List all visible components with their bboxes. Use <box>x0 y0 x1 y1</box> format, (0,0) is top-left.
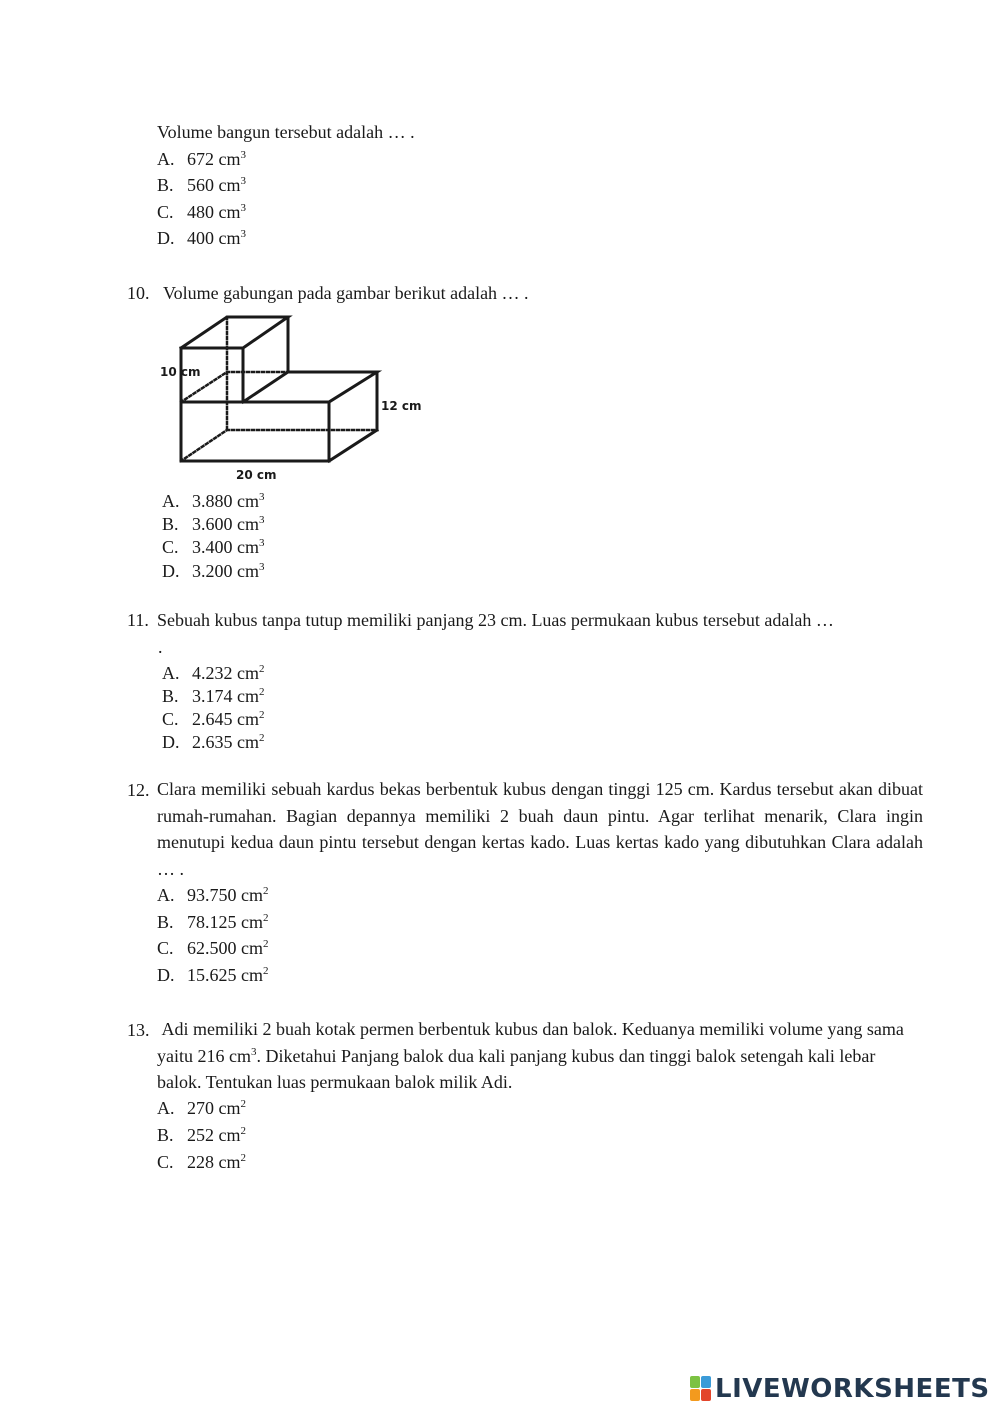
q13-prompt-exponent: 3 <box>250 1045 257 1058</box>
option-letter: B. <box>162 686 179 706</box>
q11-prompt: Sebuah kubus tanpa tutup memiliki panjang 23 cm. Luas permukaan kubus tersebut adalah … <box>157 610 834 630</box>
box-front-face <box>181 402 329 461</box>
option-letter: C. <box>162 709 179 729</box>
option-value: 3.200 cm <box>192 561 259 581</box>
box-bottom-right-edge <box>329 430 377 461</box>
q13-prompt-part2: . Diketahui Panjang balok dua kali panjang kubus dan tinggi balok setengah kali lebar balok. Tentukan luas permukaan balok milik Adi. <box>157 1045 876 1092</box>
option-exponent: 3 <box>259 514 265 526</box>
logo-block-red <box>701 1389 711 1401</box>
option-exponent: 2 <box>263 885 269 897</box>
option-value: 672 cm <box>187 149 241 169</box>
option-value: 3.400 cm <box>192 537 259 557</box>
option-value: 480 cm <box>187 202 241 222</box>
q9-option-c[interactable] <box>157 201 246 223</box>
option-value: 4.232 cm <box>192 663 259 683</box>
q11-prompt-end: . <box>158 637 163 657</box>
option-value: 3.880 cm <box>192 491 259 511</box>
composite-solid-figure <box>155 308 430 488</box>
option-value: 560 cm <box>187 175 241 195</box>
option-value: 2.635 cm <box>192 732 259 752</box>
option-letter: C. <box>157 202 174 222</box>
option-exponent: 2 <box>240 1125 246 1137</box>
option-value: 228 cm <box>187 1152 241 1172</box>
q13-option-c[interactable] <box>157 1151 246 1173</box>
option-letter: B. <box>157 1125 174 1145</box>
option-exponent: 2 <box>240 1152 246 1164</box>
box-top-edge <box>288 372 377 402</box>
cube-bottom-right-edge <box>243 372 288 402</box>
option-letter: A. <box>157 885 175 905</box>
option-exponent: 3 <box>259 491 265 503</box>
option-value: 78.125 cm <box>187 912 263 932</box>
liveworksheets-logo[interactable] <box>690 1372 990 1406</box>
option-letter: C. <box>162 537 179 557</box>
q9-option-b[interactable] <box>157 174 246 196</box>
option-exponent: 2 <box>259 709 265 721</box>
option-value: 270 cm <box>187 1098 241 1118</box>
brand-name: LIVEWORKSHEETS <box>715 1374 990 1404</box>
label-10cm: 10 cm <box>160 365 201 379</box>
option-exponent: 2 <box>240 1098 246 1110</box>
option-value: 93.750 cm <box>187 885 263 905</box>
q10-option-c[interactable] <box>162 536 265 558</box>
q11-option-a[interactable] <box>162 662 265 684</box>
option-letter: A. <box>157 1098 175 1118</box>
option-letter: D. <box>162 561 180 581</box>
q9-option-d[interactable] <box>157 227 246 249</box>
option-exponent: 2 <box>263 938 269 950</box>
option-exponent: 2 <box>259 663 265 675</box>
q12-option-b[interactable] <box>157 911 269 933</box>
option-exponent: 3 <box>240 149 246 161</box>
label-20cm: 20 cm <box>236 468 277 482</box>
q12-number: 12. <box>127 780 150 800</box>
option-letter: D. <box>157 228 175 248</box>
q10-number: 10. <box>127 283 150 303</box>
q13-prompt-part1: Adi memiliki 2 buah kotak permen berbentuk kubus dan balok. Keduanya memiliki volume yang sama yaitu 216 cm <box>157 1019 904 1066</box>
option-value: 252 cm <box>187 1125 241 1145</box>
logo-block-orange <box>690 1389 700 1401</box>
q10-prompt: Volume gabungan pada gambar berikut adalah … . <box>163 283 529 303</box>
option-exponent: 2 <box>259 732 265 744</box>
q11-number: 11. <box>127 610 149 630</box>
option-exponent: 3 <box>240 175 246 187</box>
logo-block-green <box>690 1376 700 1388</box>
q11-option-b[interactable] <box>162 685 265 707</box>
option-letter: A. <box>162 663 180 683</box>
q13-number: 13. <box>127 1020 150 1040</box>
q10-option-a[interactable] <box>162 490 265 512</box>
q13-prompt <box>157 1016 923 1096</box>
q9-prompt: Volume bangun tersebut adalah … . <box>157 122 415 142</box>
q10-option-b[interactable] <box>162 513 265 535</box>
option-exponent: 3 <box>240 202 246 214</box>
q12-option-d[interactable] <box>157 964 269 986</box>
option-letter: C. <box>157 1152 174 1172</box>
option-letter: B. <box>162 514 179 534</box>
option-value: 3.174 cm <box>192 686 259 706</box>
option-exponent: 2 <box>263 912 269 924</box>
option-letter: A. <box>157 149 175 169</box>
q10-option-d[interactable] <box>162 560 265 582</box>
option-value: 3.600 cm <box>192 514 259 534</box>
option-exponent: 2 <box>263 965 269 977</box>
q13-option-b[interactable] <box>157 1124 246 1146</box>
option-letter: D. <box>157 965 175 985</box>
option-value: 400 cm <box>187 228 241 248</box>
q12-prompt: Clara memiliki sebuah kardus bekas berbentuk kubus dengan tinggi 125 cm. Kardus tersebut akan dibuat rumah-rumahan. Bagian depannya memiliki 2 buah daun pintu. Agar terlihat menarik, Clara ingin menutupi kedua daun pintu tersebut dengan kertas kado. Luas kertas kado yang dibutuhkan Clara adalah … . <box>157 779 923 879</box>
option-letter: B. <box>157 912 174 932</box>
q12-option-c[interactable] <box>157 937 269 959</box>
hidden-box-diagonal-edge <box>181 430 227 461</box>
option-value: 2.645 cm <box>192 709 259 729</box>
option-value: 62.500 cm <box>187 938 263 958</box>
option-exponent: 3 <box>240 228 246 240</box>
option-exponent: 2 <box>259 686 265 698</box>
option-exponent: 3 <box>259 537 265 549</box>
q12-option-a[interactable] <box>157 884 269 906</box>
label-12cm: 12 cm <box>381 399 422 413</box>
q11-option-c[interactable] <box>162 708 265 730</box>
q9-option-a[interactable] <box>157 148 246 170</box>
option-letter: C. <box>157 938 174 958</box>
option-exponent: 3 <box>259 561 265 573</box>
composite-solid-drawing <box>155 308 430 488</box>
cube-top-edge <box>181 317 288 348</box>
liveworksheets-logo-icon <box>690 1376 712 1402</box>
logo-block-blue <box>701 1376 711 1388</box>
option-letter: B. <box>157 175 174 195</box>
q13-option-a[interactable] <box>157 1097 246 1119</box>
option-letter: A. <box>162 491 180 511</box>
option-letter: D. <box>162 732 180 752</box>
q11-option-d[interactable] <box>162 731 265 753</box>
option-value: 15.625 cm <box>187 965 263 985</box>
